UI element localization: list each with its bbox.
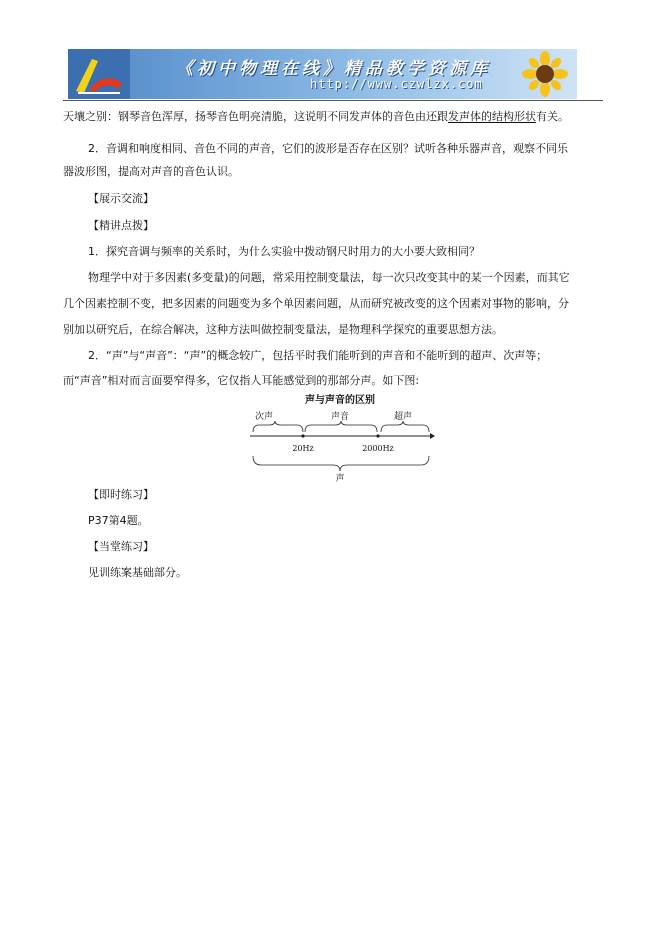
axis-arrow-icon xyxy=(430,433,435,439)
site-title: 《初中物理在线》精品教学资源库 xyxy=(176,59,491,79)
text-segment: 有关。 xyxy=(536,110,569,123)
sunflower-icon xyxy=(521,51,569,97)
diagram-title: 声与声音的区别 xyxy=(305,395,375,406)
tick-label-20hz: 20Hz xyxy=(292,444,314,453)
site-logo xyxy=(68,49,130,99)
underlined-answer: 发声体的结构形状 xyxy=(448,110,536,123)
paragraph-control-variable-line1: 物理学中对于多因素(多变量)的问题，常采用控制变量法，每一次只改变其中的某一个因素，而其它 xyxy=(88,271,570,284)
section-heading-explain: 【精讲点拨】 xyxy=(88,219,154,232)
paragraph-waveform-line2: 器波形图，提高对声音的音色认识。 xyxy=(63,165,239,178)
header-divider xyxy=(63,100,603,101)
section-heading-practice: 【即时练习】 xyxy=(88,488,154,501)
brace-all-sound xyxy=(253,456,429,471)
text-segment: 天壤之别：钢琴音色浑厚，扬琴音色明亮清脆，这说明不同发声体的音色由还跟 xyxy=(63,110,448,123)
section-heading-show: 【展示交流】 xyxy=(88,192,154,205)
paragraph-control-variable-line2: 几个因素控制不变，把多因素的问题变为多个单因素问题，从而研究被改变的这个因素对事物的影响，分 xyxy=(63,297,569,310)
sound-range-diagram xyxy=(245,392,435,484)
label-infrasound: 次声 xyxy=(254,412,274,422)
paragraph-sound-concept-line1: 2．“声”与“声音”：“声”的概念较广，包括平时我们能听到的声音和不能听到的超声、次声等； xyxy=(88,349,548,362)
paragraph-sound-concept-line2: 而“声音”相对而言面要窄得多，它仅指人耳能感觉到的那部分声。如下图: xyxy=(63,374,420,387)
label-ultrasound: 超声 xyxy=(393,412,413,422)
question-pitch-frequency: 1．探究音调与频率的关系时，为什么实验中拨动钢尺时用力的大小要大致相同？ xyxy=(88,245,480,258)
brace-ultrasound xyxy=(381,421,429,432)
site-url[interactable]: http://www.czwlzx.com xyxy=(310,77,483,91)
brace-audible xyxy=(305,421,377,432)
tick-2000hz xyxy=(376,434,379,437)
label-all-sound: 声 xyxy=(335,474,345,484)
section-heading-class: 【当堂练习】 xyxy=(88,540,154,553)
class-practice-text: 见训练案基础部分。 xyxy=(88,566,187,579)
paragraph-timbre-structure xyxy=(63,110,569,124)
paragraph-control-variable-line3: 别加以研究后，在综合解决，这种方法叫做控制变量法，是物理科学探究的重要思想方法。 xyxy=(63,323,503,336)
paragraph-waveform-line1: 2．音调和响度相同、音色不同的声音，它们的波形是否存在区别？试听各种乐器声音，观察不同乐 xyxy=(88,142,568,155)
tick-20hz xyxy=(301,434,304,437)
tick-label-2000hz: 2000Hz xyxy=(362,444,394,453)
practice-text: P37第4题。 xyxy=(88,514,149,527)
label-audible-sound: 声音 xyxy=(330,412,350,422)
brace-infrasound xyxy=(253,421,303,432)
header-banner xyxy=(68,49,577,99)
